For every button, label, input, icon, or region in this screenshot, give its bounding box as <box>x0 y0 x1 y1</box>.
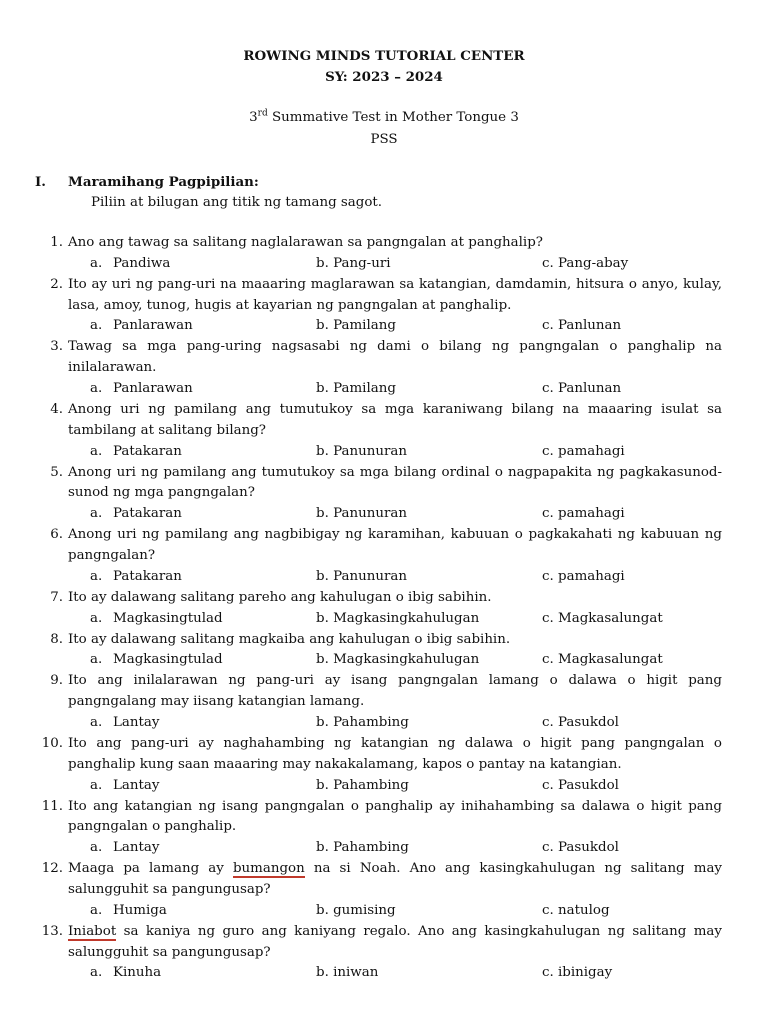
choice-a-letter[interactable]: a. <box>90 318 103 334</box>
question-body: Ito ang inilalarawan ng pang-uri ay isang pangngalan lamang o dalawa o higit pang pangngalang may iisang katangian lamang. <box>68 673 722 710</box>
question-number: 9. <box>50 673 63 689</box>
choice-a-letter[interactable]: a. <box>90 255 103 271</box>
section-number: I. <box>35 174 46 190</box>
answer-choices <box>0 776 768 797</box>
choice-a-letter[interactable]: a. <box>90 568 103 584</box>
question-text <box>0 671 768 713</box>
question-text <box>0 859 768 901</box>
choice-a[interactable]: Patakaran <box>113 443 182 459</box>
question-number: 1. <box>50 235 63 250</box>
choice-c[interactable]: c. Panlunan <box>542 380 622 396</box>
question-list <box>0 233 768 984</box>
choice-a[interactable]: Magkasingtulad <box>113 652 223 668</box>
school-name: ROWING MINDS TUTORIAL CENTER <box>243 48 525 64</box>
answer-choices <box>0 504 768 525</box>
choice-c[interactable]: c. natulog <box>542 902 610 918</box>
question-body-after: sa kaniya ng guro ang kaniyang regalo. Ano ang kasingkahulugan ng salitang may salungguhit sa pangungusap? <box>68 923 722 960</box>
choice-b[interactable]: b. gumising <box>316 902 396 918</box>
question-number: 8. <box>50 631 63 647</box>
choice-a-letter[interactable]: a. <box>90 777 103 793</box>
question-body: Ano ang tawag sa salitang naglalarawan sa pangngalan at panghalip? <box>68 235 543 250</box>
answer-choices <box>0 901 768 922</box>
test-title <box>0 108 768 129</box>
answer-choices <box>0 713 768 734</box>
question-item <box>0 630 768 672</box>
question-number: 3. <box>50 339 63 355</box>
choice-b[interactable]: b. Panunuran <box>316 568 407 584</box>
test-ordinal-suffix: rd <box>257 108 268 119</box>
question-text <box>0 463 768 505</box>
question-text <box>0 525 768 567</box>
answer-choices <box>0 442 768 463</box>
choice-a-letter[interactable]: a. <box>90 610 103 626</box>
choice-b[interactable]: b. Panunuran <box>316 443 407 459</box>
question-number: 12. <box>41 861 63 877</box>
question-item <box>0 922 768 985</box>
answer-choices <box>0 609 768 630</box>
choice-c[interactable]: c. Magkasalungat <box>542 652 663 668</box>
section-title: Maramihang Pagpipilian: <box>68 174 259 190</box>
section-instruction: Piliin at bilugan ang titik ng tamang sagot. <box>91 195 383 210</box>
answer-choices <box>0 838 768 859</box>
question-item <box>0 337 768 400</box>
choice-b[interactable]: b. Panunuran <box>316 506 407 522</box>
question-number: 2. <box>50 276 63 292</box>
question-body-after: na si Noah. Ano ang kasingkahulugan ng salitang may salungguhit sa pangungusap? <box>68 861 722 897</box>
question-item <box>0 275 768 338</box>
question-item <box>0 734 768 797</box>
question-text <box>0 734 768 776</box>
question-number: 7. <box>50 589 63 605</box>
question-body: Anong uri ng pamilang ang nagbibigay ng karamihan, kabuuan o pagkakahati ng kabuuan ng pangngalan? <box>68 527 722 563</box>
question-body-before: Maaga pa lamang ay <box>68 861 233 877</box>
underlined-word: bumangon <box>232 861 305 877</box>
question-body: Anong uri ng pamilang ang tumutukoy sa mga bilang ordinal o nagpapakita ng pagkakasunod-sunod ng mga pangngalan? <box>68 464 722 501</box>
question-body: Ito ang katangian ng isang pangngalan o panghalip ay inihahambing sa dalawa o higit pang pangngalan o panghalip. <box>68 798 722 835</box>
question-body: Ito ay uri ng pang-uri na maaaring maglarawan sa katangian, damdamin, hitsura o anyo, kulay, lasa, amoy, tunog, hugis at kayarian ng pangngalan at panghalip. <box>68 276 722 313</box>
choice-c[interactable]: c. ibinigay <box>542 965 613 981</box>
question-number: 11. <box>41 798 63 814</box>
choice-c[interactable]: c. pamahagi <box>542 506 625 522</box>
question-body: Tawag sa mga pang-uring nagsasabi ng dami o bilang ng pangngalan o panghalip na inilalarawan. <box>68 339 722 376</box>
choice-b[interactable]: b. Pamilang <box>316 318 396 334</box>
choice-a[interactable]: Lantay <box>113 714 160 730</box>
question-text <box>0 337 768 379</box>
choice-a-letter[interactable]: a. <box>90 840 103 856</box>
choice-b[interactable]: b. Magkasingkahulugan <box>316 652 480 668</box>
school-year: SY: 2023 – 2024 <box>325 69 443 85</box>
question-item <box>0 797 768 860</box>
question-text <box>0 275 768 317</box>
choice-c[interactable]: c. Pang-abay <box>542 255 629 271</box>
question-number: 13. <box>41 923 63 939</box>
choice-a[interactable]: Pandiwa <box>113 255 171 271</box>
choice-c[interactable]: c. pamahagi <box>542 568 625 584</box>
choice-a-letter[interactable]: a. <box>90 506 103 522</box>
answer-choices <box>0 379 768 400</box>
choice-a-letter[interactable]: a. <box>90 902 103 918</box>
question-body: Ito ay dalawang salitang magkaiba ang kahulugan o ibig sabihin. <box>68 631 511 647</box>
question-item <box>0 525 768 588</box>
question-item <box>0 463 768 526</box>
question-number: 5. <box>50 464 63 480</box>
question-item <box>0 400 768 463</box>
choice-c[interactable]: c. Magkasalungat <box>542 610 663 626</box>
choice-c[interactable]: c. Pasukdol <box>542 714 619 730</box>
choice-b[interactable]: b. Pahambing <box>316 840 409 856</box>
question-body: Ito ang pang-uri ay naghahambing ng katangian ng dalawa o higit pang pangngalan o panghalip kung saan maaaring may nakakalamang, kapos o pantay na katangian. <box>68 735 722 772</box>
choice-a-letter[interactable]: a. <box>90 965 103 981</box>
question-item <box>0 233 768 275</box>
question-number: 6. <box>50 527 63 543</box>
choice-a[interactable]: Patakaran <box>113 568 182 584</box>
choice-b[interactable]: b. Pang-uri <box>316 255 391 271</box>
test-ordinal: 3 <box>249 110 258 125</box>
question-item <box>0 588 768 630</box>
question-text <box>0 588 768 609</box>
test-title-text: Summative Test in Mother Tongue 3 <box>267 110 519 125</box>
choice-a[interactable]: Lantay <box>113 777 160 793</box>
choice-a-letter[interactable]: a. <box>90 714 103 730</box>
choice-a[interactable]: Patakaran <box>113 506 182 522</box>
choice-c[interactable]: c. pamahagi <box>542 443 625 459</box>
choice-a[interactable]: Magkasingtulad <box>113 610 223 626</box>
choice-b[interactable]: b. Pamilang <box>316 380 396 396</box>
choice-a[interactable]: Panlarawan <box>113 318 193 334</box>
question-item <box>0 671 768 734</box>
question-text <box>0 233 768 254</box>
choice-c[interactable]: c. Pasukdol <box>542 840 619 856</box>
question-body: Ito ay dalawang salitang pareho ang kahulugan o ibig sabihin. <box>68 589 492 605</box>
underlined-word: Iniabot <box>68 923 117 939</box>
question-number: 4. <box>50 401 63 417</box>
answer-choices <box>0 316 768 337</box>
choice-a-letter[interactable]: a. <box>90 443 103 459</box>
answer-choices <box>0 963 768 984</box>
test-subtitle: PSS <box>370 132 398 147</box>
choice-b[interactable]: b. Pahambing <box>316 714 409 730</box>
choice-b[interactable]: b. Magkasingkahulugan <box>316 610 480 626</box>
question-text <box>0 797 768 839</box>
question-number: 10. <box>41 735 63 751</box>
choice-a[interactable]: Lantay <box>113 840 160 856</box>
answer-choices <box>0 650 768 671</box>
question-item <box>0 859 768 922</box>
question-text <box>0 630 768 651</box>
choice-b[interactable]: b. iniwan <box>316 965 379 981</box>
question-text <box>0 400 768 442</box>
question-body: Anong uri ng pamilang ang tumutukoy sa mga karaniwang bilang na maaaring isulat sa tambilang at salitang bilang? <box>68 401 722 438</box>
choice-a-letter[interactable]: a. <box>90 652 103 668</box>
choice-a[interactable]: Humiga <box>113 902 167 918</box>
question-text <box>0 922 768 964</box>
choice-a-letter[interactable]: a. <box>90 380 103 396</box>
choice-c[interactable]: c. Panlunan <box>542 318 622 334</box>
choice-a[interactable]: Panlarawan <box>113 380 193 396</box>
answer-choices <box>0 254 768 275</box>
choice-b[interactable]: b. Pahambing <box>316 777 409 793</box>
answer-choices <box>0 567 768 588</box>
choice-c[interactable]: c. Pasukdol <box>542 777 619 793</box>
choice-a[interactable]: Kinuha <box>113 965 162 981</box>
